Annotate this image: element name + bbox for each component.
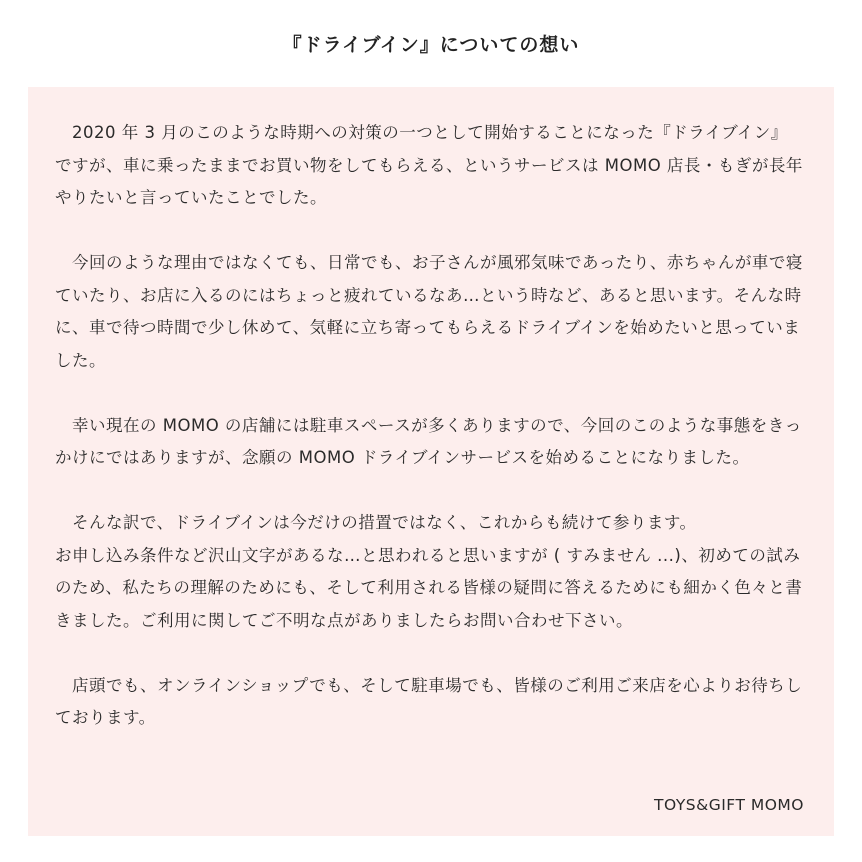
page-title: 『ドライブイン』についての想い <box>282 34 580 56</box>
paragraph-closing: 店頭でも、オンラインショップでも、そして駐車場でも、皆様のご利用ご来店を心よりお待ちしております。 <box>55 675 803 727</box>
paragraph-everyday-use: 今回のような理由ではなくても、日常でも、お子さんが風邪気味であったり、赤ちゃんが車で寝ていたり、お店に入るのにはちょっと疲れているなあ…という時など、あると思います。そんな時に、車で待つ時間で少し休めて、気軽に立ち寄ってもらえるドライブインを始めたいと思っていました。 <box>55 253 803 370</box>
signature: TOYS&GIFT MOMO <box>654 796 804 814</box>
message-panel <box>28 87 834 836</box>
paragraph-drive-in-origin: 2020 年 3 月のこのような時期への対策の一つとして開始することになった『ドライブイン』ですが、車に乗ったままでお買い物をしてもらえる、というサービスは MOMO 店長・もぎが長年やりたいと言っていたことでした。 <box>55 123 803 207</box>
paragraph-parking-space: 幸い現在の MOMO の店舗には駐車スペースが多くありますので、今回のこのような事態をきっかけにではありますが、念願の MOMO ドライブインサービスを始めることになりました。 <box>55 415 802 467</box>
paragraph-continuation: そんな訳で、ドライブインは今だけの措置ではなく、これからも続けて参ります。 お申し込み条件など沢山文字があるな…と思われると思いますが ( すみません ...)、初めての試みのため、私たちの理解のためにも、そして利用される皆様の疑問に答えるためにも細かく色々と書きました。ご利用に関してご不明な点がありましたらお問い合わせ下さい。 <box>55 513 803 630</box>
message-body <box>55 117 804 735</box>
